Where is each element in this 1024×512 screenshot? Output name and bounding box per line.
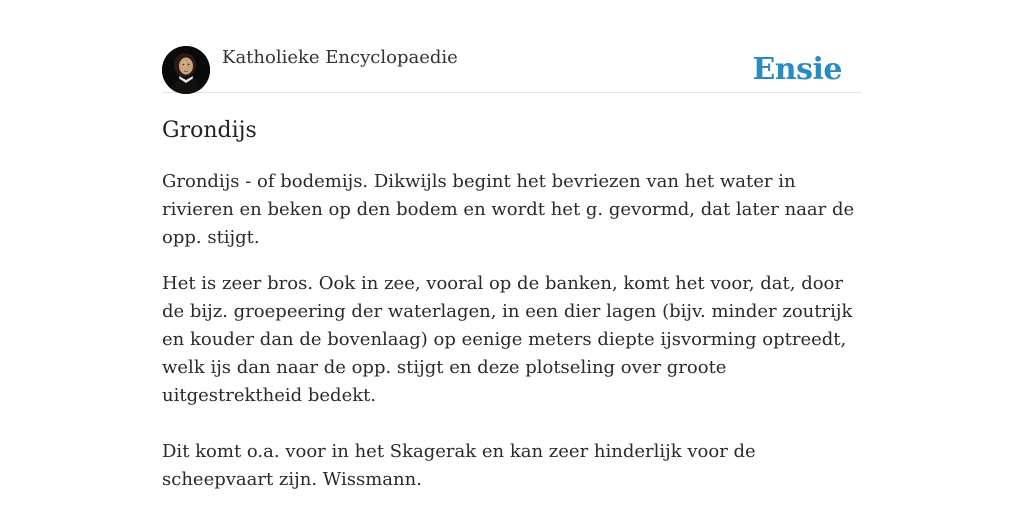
source-title[interactable]: Katholieke Encyclopaedie — [222, 47, 458, 68]
page-title: Grondijs — [162, 118, 257, 143]
site-header — [162, 46, 862, 93]
portrait-avatar-icon[interactable] — [162, 46, 210, 94]
article-paragraph: Het is zeer bros. Ook in zee, vooral op de banken, komt het voor, dat, door de bijz. groepeering der waterlagen, in een dier lagen (bijv. minder zoutrijk en kouder dan de bovenlaag) op eenige meters diepte ijsvorming optreedt, welk ijs dan naar de opp. stijgt en deze plotseling over groote uitgestrektheid bedekt. — [162, 273, 853, 406]
portrait-icon — [162, 46, 210, 94]
article-paragraph: Dit komt o.a. voor in het Skagerak en kan zeer hinderlijk voor de scheepvaart zijn. Wissmann. — [162, 441, 756, 490]
article-body — [162, 168, 862, 512]
brand-logo[interactable]: Ensie — [752, 52, 842, 87]
article-paragraph: Grondijs - of bodemijs. Dikwijls begint het bevriezen van het water in rivieren en beken op den bodem en wordt het g. gevormd, dat later naar de opp. stijgt. — [162, 171, 855, 248]
